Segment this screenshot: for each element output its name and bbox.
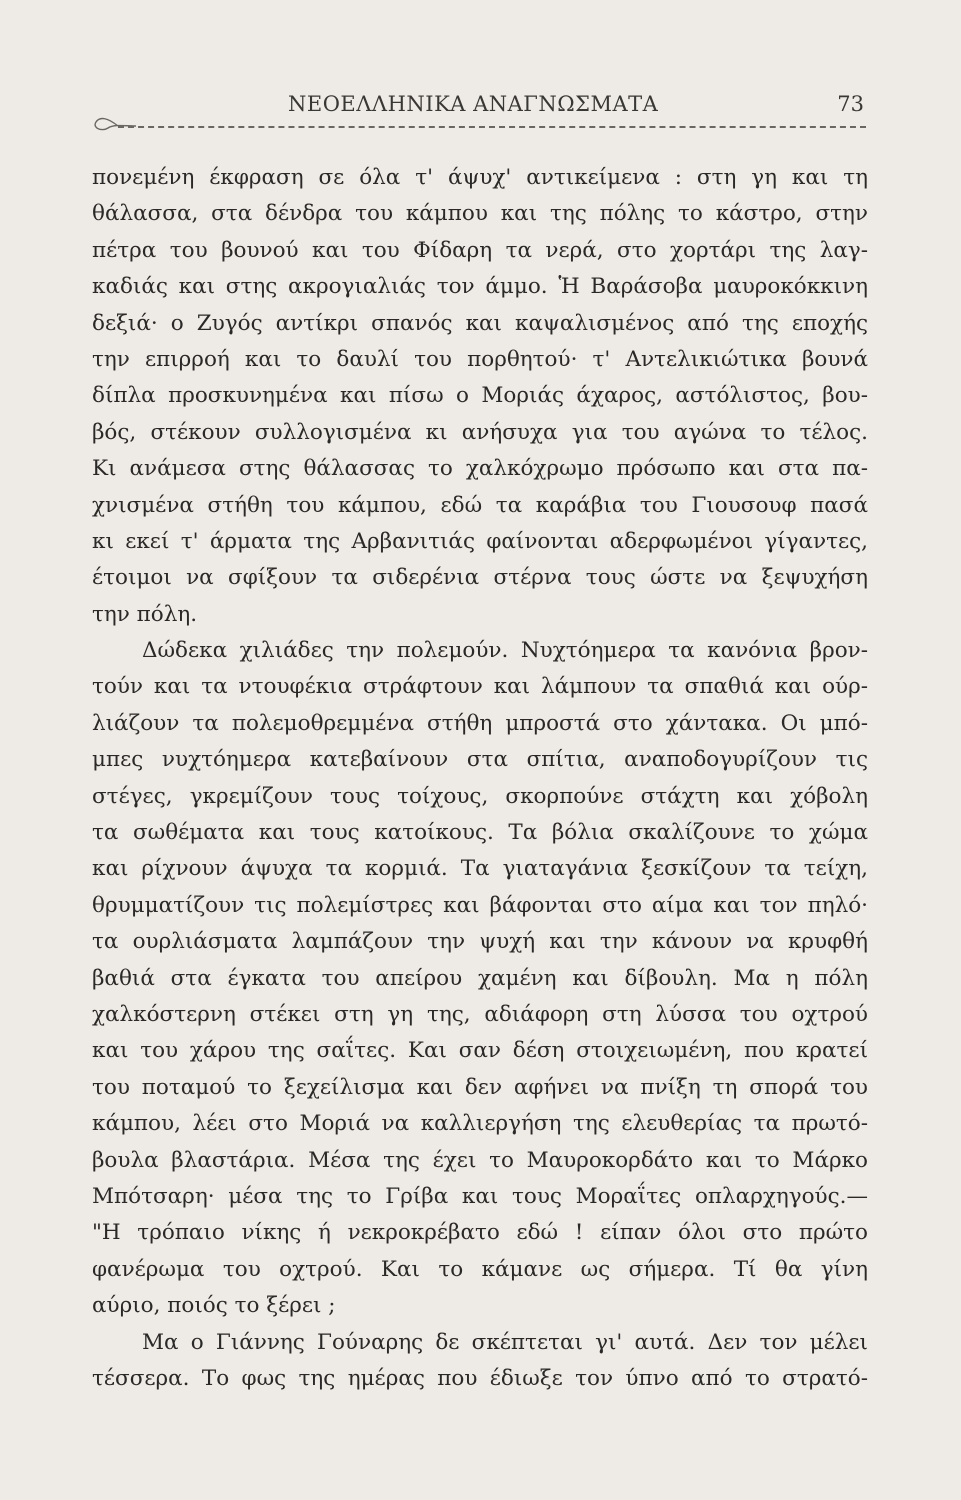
text-line: Μα ο Γιάννης Γούναρης δε σκέπτεται γι' αυτά. Δεν τον μέλει [142, 1329, 868, 1355]
text-line: και του χάρου της σαΐτες. Και σαν δέση στοιχειωμένη, που κρατεί [92, 1038, 868, 1064]
text-line: δεξιά· ο Ζυγός αντίκρι σπανός και καψαλισμένος από της εποχής [92, 310, 868, 336]
page-number: 73 [837, 92, 864, 116]
running-title: ΝΕΟΕΛΛΗΝΙΚΑ ΑΝΑΓΝΩΣΜΑΤΑ [288, 92, 659, 116]
page-header [118, 92, 870, 122]
text-line: την πόλη. [92, 601, 198, 627]
text-line: χαλκόστερνη στέκει στη γη της, αδιάφορη στη λύσσα του οχτρού [92, 1001, 868, 1027]
text-line: Κι ανάμεσα στης θάλασσας το χαλκόχρωμο πρόσωπο και στα πα- [92, 456, 868, 482]
header-rule [118, 126, 866, 128]
text-line: και ρίχνουν άψυχα τα κορμιά. Τα γιαταγάνια ξεσκίζουν τα τείχη, [92, 856, 868, 882]
text-line: τα σωθέματα και τους κατοίκους. Τα βόλια σκαλίζουνε το χώμα [92, 820, 868, 846]
text-line: κι εκεί τ' άρματα της Αρβανιτιάς φαίνονται αδερφωμένοι γίγαντες, [92, 528, 868, 554]
text-line: θάλασσα, στα δένδρα του κάμπου και της πόλης το κάστρο, στην [92, 201, 868, 227]
text-line: τα ουρλιάσματα λαμπάζουν την ψυχή και την κάνουν να κρυφθή [92, 929, 868, 955]
text-line: τούν και τα ντουφέκια στράφτουν και λάμπουν τα σπαθιά και ούρ- [92, 674, 868, 700]
text-line: στέγες, γκρεμίζουν τους τοίχους, σκορπούνε στάχτη και χόβολη [92, 783, 868, 809]
text-line: κάμπου, λέει στο Μοριά να καλλιεργήση της ελευθερίας τα πρωτό- [92, 1111, 868, 1137]
text-line: του ποταμού το ξεχείλισμα και δεν αφήνει να πνίξη τη σπορά του [92, 1074, 868, 1100]
body-text [92, 160, 868, 1397]
text-line: βαθιά στα έγκατα του απείρου χαμένη και δίβουλη. Μα η πόλη [92, 965, 868, 991]
text-line: φανέρωμα του οχτρού. Και το κάμανε ως σήμερα. Τί θα γίνη [92, 1256, 868, 1282]
text-line: Δώδεκα χιλιάδες την πολεμούν. Νυχτόημερα τα κανόνια βρον- [142, 638, 868, 664]
text-line: μπες νυχτόημερα κατεβαίνουν στα σπίτια, αναποδογυρίζουν τις [92, 747, 868, 773]
text-line: λιάζουν τα πολεμοθρεμμένα στήθη μπροστά στο χάντακα. Οι μπό- [92, 710, 868, 736]
text-line: χνισμένα στήθη του κάμπου, εδώ τα καράβια του Γιουσουφ πασά [92, 492, 868, 518]
text-line: την επιρροή και το δαυλί του πορθητού· τ' Αντελικιώτικα βουνά [92, 346, 868, 372]
text-line: καδιάς και στης ακρογιαλιάς τον άμμο. Ἡ Βαράσοβα μαυροκόκκινη [92, 274, 868, 300]
text-line: βουλα βλαστάρια. Μέσα της έχει το Μαυροκορδάτο και το Μάρκο [92, 1147, 868, 1173]
text-line: θρυμματίζουν τις πολεμίστρες και βάφονται στο αίμα και τον πηλό· [92, 892, 868, 918]
text-line: έτοιμοι να σφίξουν τα σιδερένια στέρνα τους ώστε να ξεψυχήση [92, 565, 868, 591]
text-line: Μπότσαρη· μέσα της το Γρίβα και τους Μοραΐτες οπλαρχηγούς.— [92, 1183, 868, 1209]
text-line: τέσσερα. Το φως της ημέρας που έδιωξε τον ύπνο από το στρατό- [92, 1365, 868, 1391]
text-line: βός, στέκουν συλλογισμένα κι ανήσυχα για του αγώνα το τέλος. [92, 419, 868, 445]
text-line: πέτρα του βουνού και του Φίδαρη τα νερά, στο χορτάρι της λαγ- [92, 237, 868, 263]
text-line: "Η τρόπαιο νίκης ή νεκροκρέβατο εδώ ! είπαν όλοι στο πρώτο [92, 1220, 868, 1246]
text-line: πονεμένη έκφραση σε όλα τ' άψυχ' αντικείμενα : στη γη και τη [92, 165, 868, 190]
text-line: δίπλα προσκυνημένα και πίσω ο Μοριάς άχαρος, αστόλιστος, βου- [92, 383, 868, 409]
text-line: αύριο, ποιός το ξέρει ; [92, 1293, 336, 1319]
